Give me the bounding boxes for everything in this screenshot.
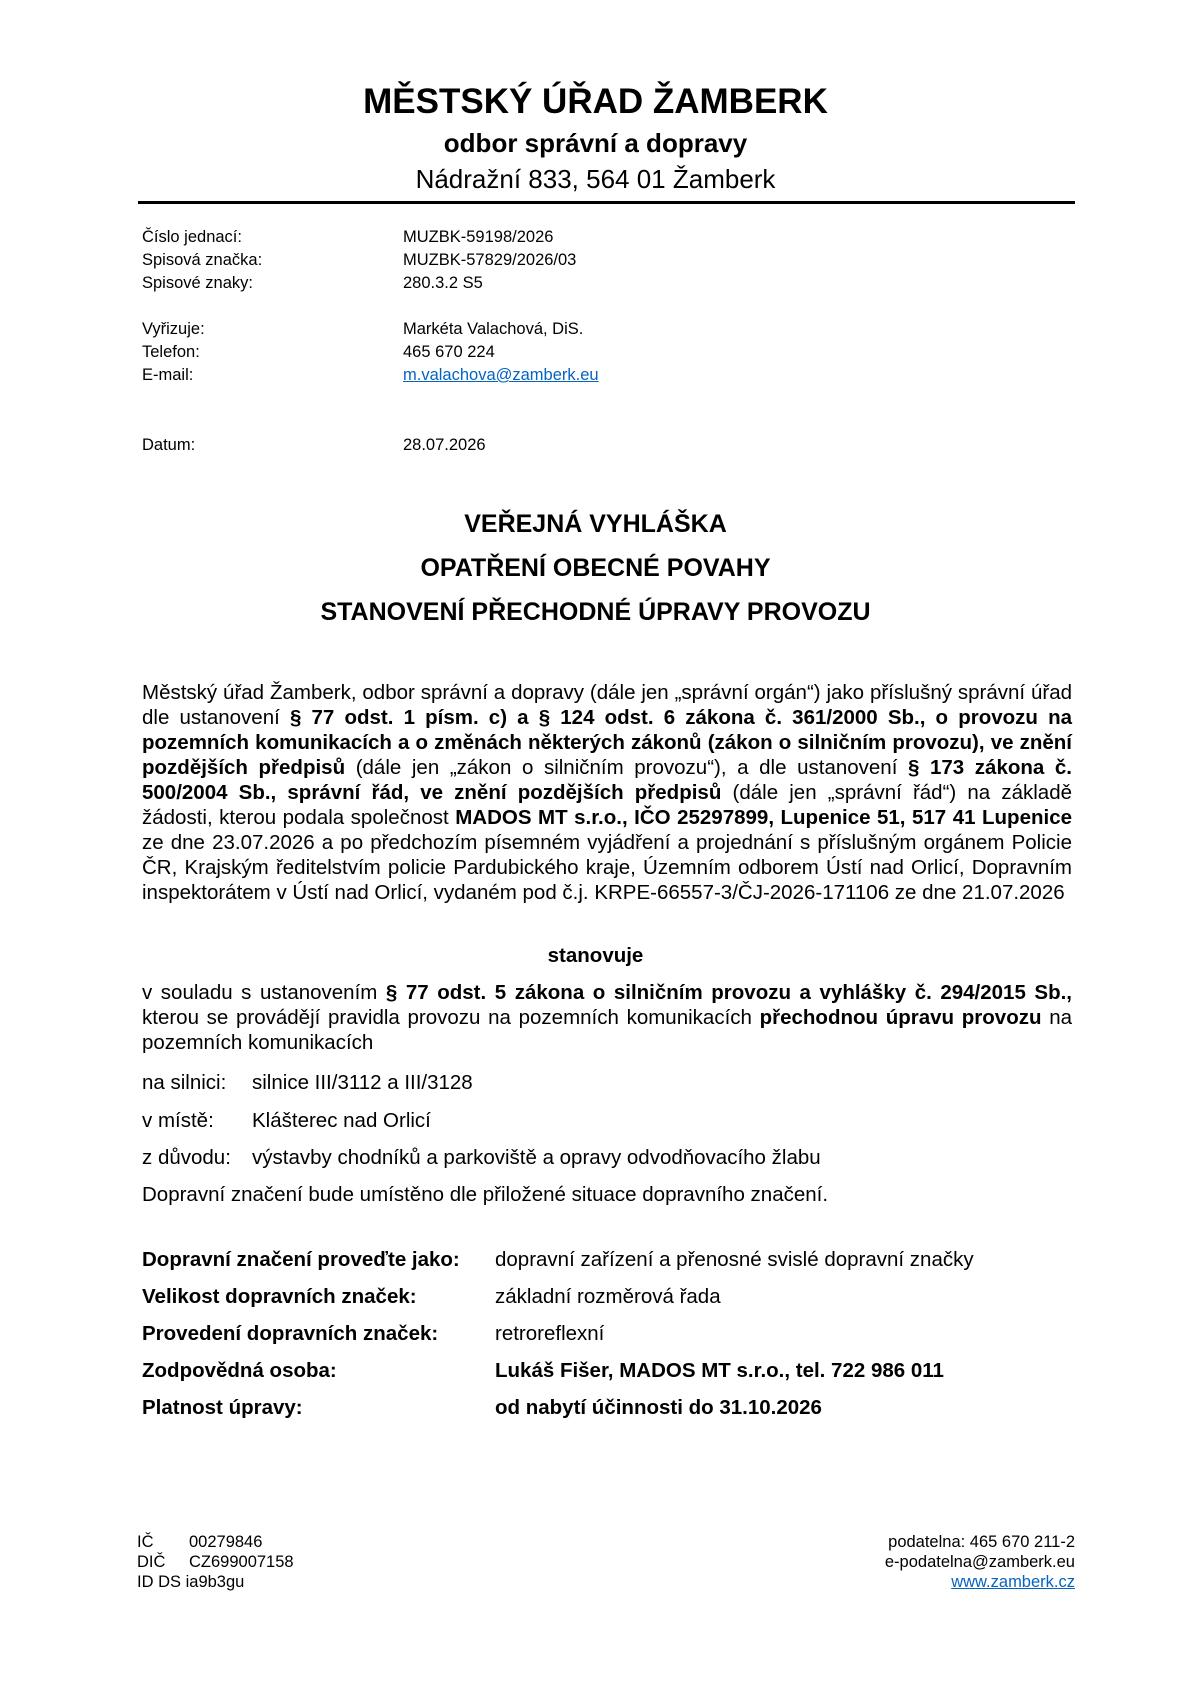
office-title: MĚSTSKÝ ÚŘAD ŽAMBERK [363,82,828,121]
footer-podatelna: podatelna: 465 670 211-2 [888,1533,1075,1551]
department-name: odbor správní a dopravy [443,128,748,158]
silnice-value: silnice III/3112 a III/3128 [252,1071,473,1094]
second-text-3: na pozemních komunikacích [142,1006,1072,1054]
second-paragraph [142,980,1072,1055]
intro-paragraph [142,680,1072,905]
telefon-label: Telefon: [142,343,200,361]
second-text-1: v souladu s ustanovením [142,981,386,1004]
misto-value: Klášterec nad Orlicí [252,1109,431,1132]
footer-ic-label: IČ [137,1533,154,1551]
datum-label: Datum: [142,436,196,454]
cislo-jednaci-label: Číslo jednací: [142,228,242,246]
spisove-znaky-label: Spisové znaky: [142,274,253,292]
spisova-znacka-label: Spisová značka: [142,251,263,269]
param-label: Velikost dopravních značek: [142,1285,417,1308]
document-title-opatreni: OPATŘENÍ OBECNÉ POVAHY [420,554,771,582]
second-law-ref: § 77 odst. 5 zákona o silničním provozu a vyhlášky č. 294/2015 Sb., [385,981,1072,1004]
param-value: od nabytí účinnosti do 31.10.2026 [495,1396,822,1419]
datum-value: 28.07.2026 [403,436,486,454]
param-value: dopravní zařízení a přenosné svislé dopravní značky [495,1248,974,1271]
footer-ic-value: 00279846 [189,1533,263,1551]
stanovuje-heading: stanovuje [547,944,644,967]
office-address: Nádražní 833, 564 01 Žamberk [415,164,776,194]
param-value: Lukáš Fišer, MADOS MT s.r.o., tel. 722 986 011 [495,1359,944,1382]
misto-label: v místě: [142,1109,214,1132]
param-label: Platnost úpravy: [142,1396,303,1419]
cislo-jednaci-value: MUZBK-59198/2026 [403,228,554,246]
footer-ds [137,1572,244,1592]
spisove-znaky-value: 280.3.2 S5 [403,274,483,292]
footer-dic-value: CZ699007158 [189,1553,294,1571]
second-prechodna-uprava: přechodnou úpravu provozu [759,1006,1042,1029]
intro-law-500: § 173 zákona č. 500/2004 Sb., správní řád, ve znění pozdějších předpisů [142,756,1072,804]
intro-text-4: ze dne 23.07.2026 a po předchozím písemném vyjádření a projednání s příslušným orgánem Policie ČR, Krajským ředitelstvím policie Pardubického kraje, Územním odborem Ústí nad Orlicí, Dopravním inspektorátem v Ústí nad Orlicí, vydaném pod č.j. KRPE-66557-3/ČJ-2026-171106 ze dne 21.07.2026 [142,831,1072,904]
footer-dic-label: DIČ [137,1553,166,1571]
footer-ds-label: ID DS [137,1573,182,1591]
intro-text-1: Městský úřad Žamberk, odbor správní a dopravy (dále jen „správní orgán“) jako příslušný správní úřad dle ustanovení [142,681,1072,729]
param-value: základní rozměrová řada [495,1285,721,1308]
document-title-stanoveni: STANOVENÍ PŘECHODNÉ ÚPRAVY PROVOZU [320,598,871,626]
vyrizuje-label: Vyřizuje: [142,320,205,338]
email-label: E-mail: [142,366,194,384]
placement-note: Dopravní značení bude umístěno dle přiložené situace dopravního značení. [142,1183,829,1206]
param-label: Dopravní značení proveďte jako: [142,1248,460,1271]
email-link[interactable]: m.valachova@zamberk.eu [403,366,599,384]
header-divider [138,201,1075,204]
footer-web-link[interactable]: www.zamberk.cz [951,1573,1075,1591]
vyrizuje-value: Markéta Valachová, DiS. [403,320,584,338]
footer-ds-value: ia9b3gu [185,1573,245,1591]
intro-text-3: (dále jen „správní řád“) na základě žádosti, kterou podala společnost [142,781,1072,829]
telefon-value: 465 670 224 [403,343,495,361]
silnice-label: na silnici: [142,1071,227,1094]
document-title-vyhlaska: VEŘEJNÁ VYHLÁŠKA [464,510,727,538]
footer-epodatelna: e-podatelna@zamberk.eu [884,1553,1075,1571]
second-text-2: kterou se provádějí pravidla provozu na pozemních komunikacích [142,1006,760,1029]
intro-law-361: § 77 odst. 1 písm. c) a § 124 odst. 6 zákona č. 361/2000 Sb., o provozu na pozemních komunikacích a o změnách některých zákonů (zákon o silničním provozu), ve znění pozdějších předpisů [142,706,1073,779]
param-label: Zodpovědná osoba: [142,1359,337,1382]
spisova-znacka-value: MUZBK-57829/2026/03 [403,251,577,269]
intro-applicant: MADOS MT s.r.o., IČO 25297899, Lupenice 51, 517 41 Lupenice [455,806,1072,829]
intro-text-2: (dále jen „zákon o silničním provozu“), a dle ustanovení [345,756,908,779]
param-value: retroreflexní [495,1322,605,1345]
duvod-label: z důvodu: [142,1146,231,1169]
param-label: Provedení dopravních značek: [142,1322,439,1345]
duvod-value: výstavby chodníků a parkoviště a opravy odvodňovacího žlabu [252,1146,821,1169]
